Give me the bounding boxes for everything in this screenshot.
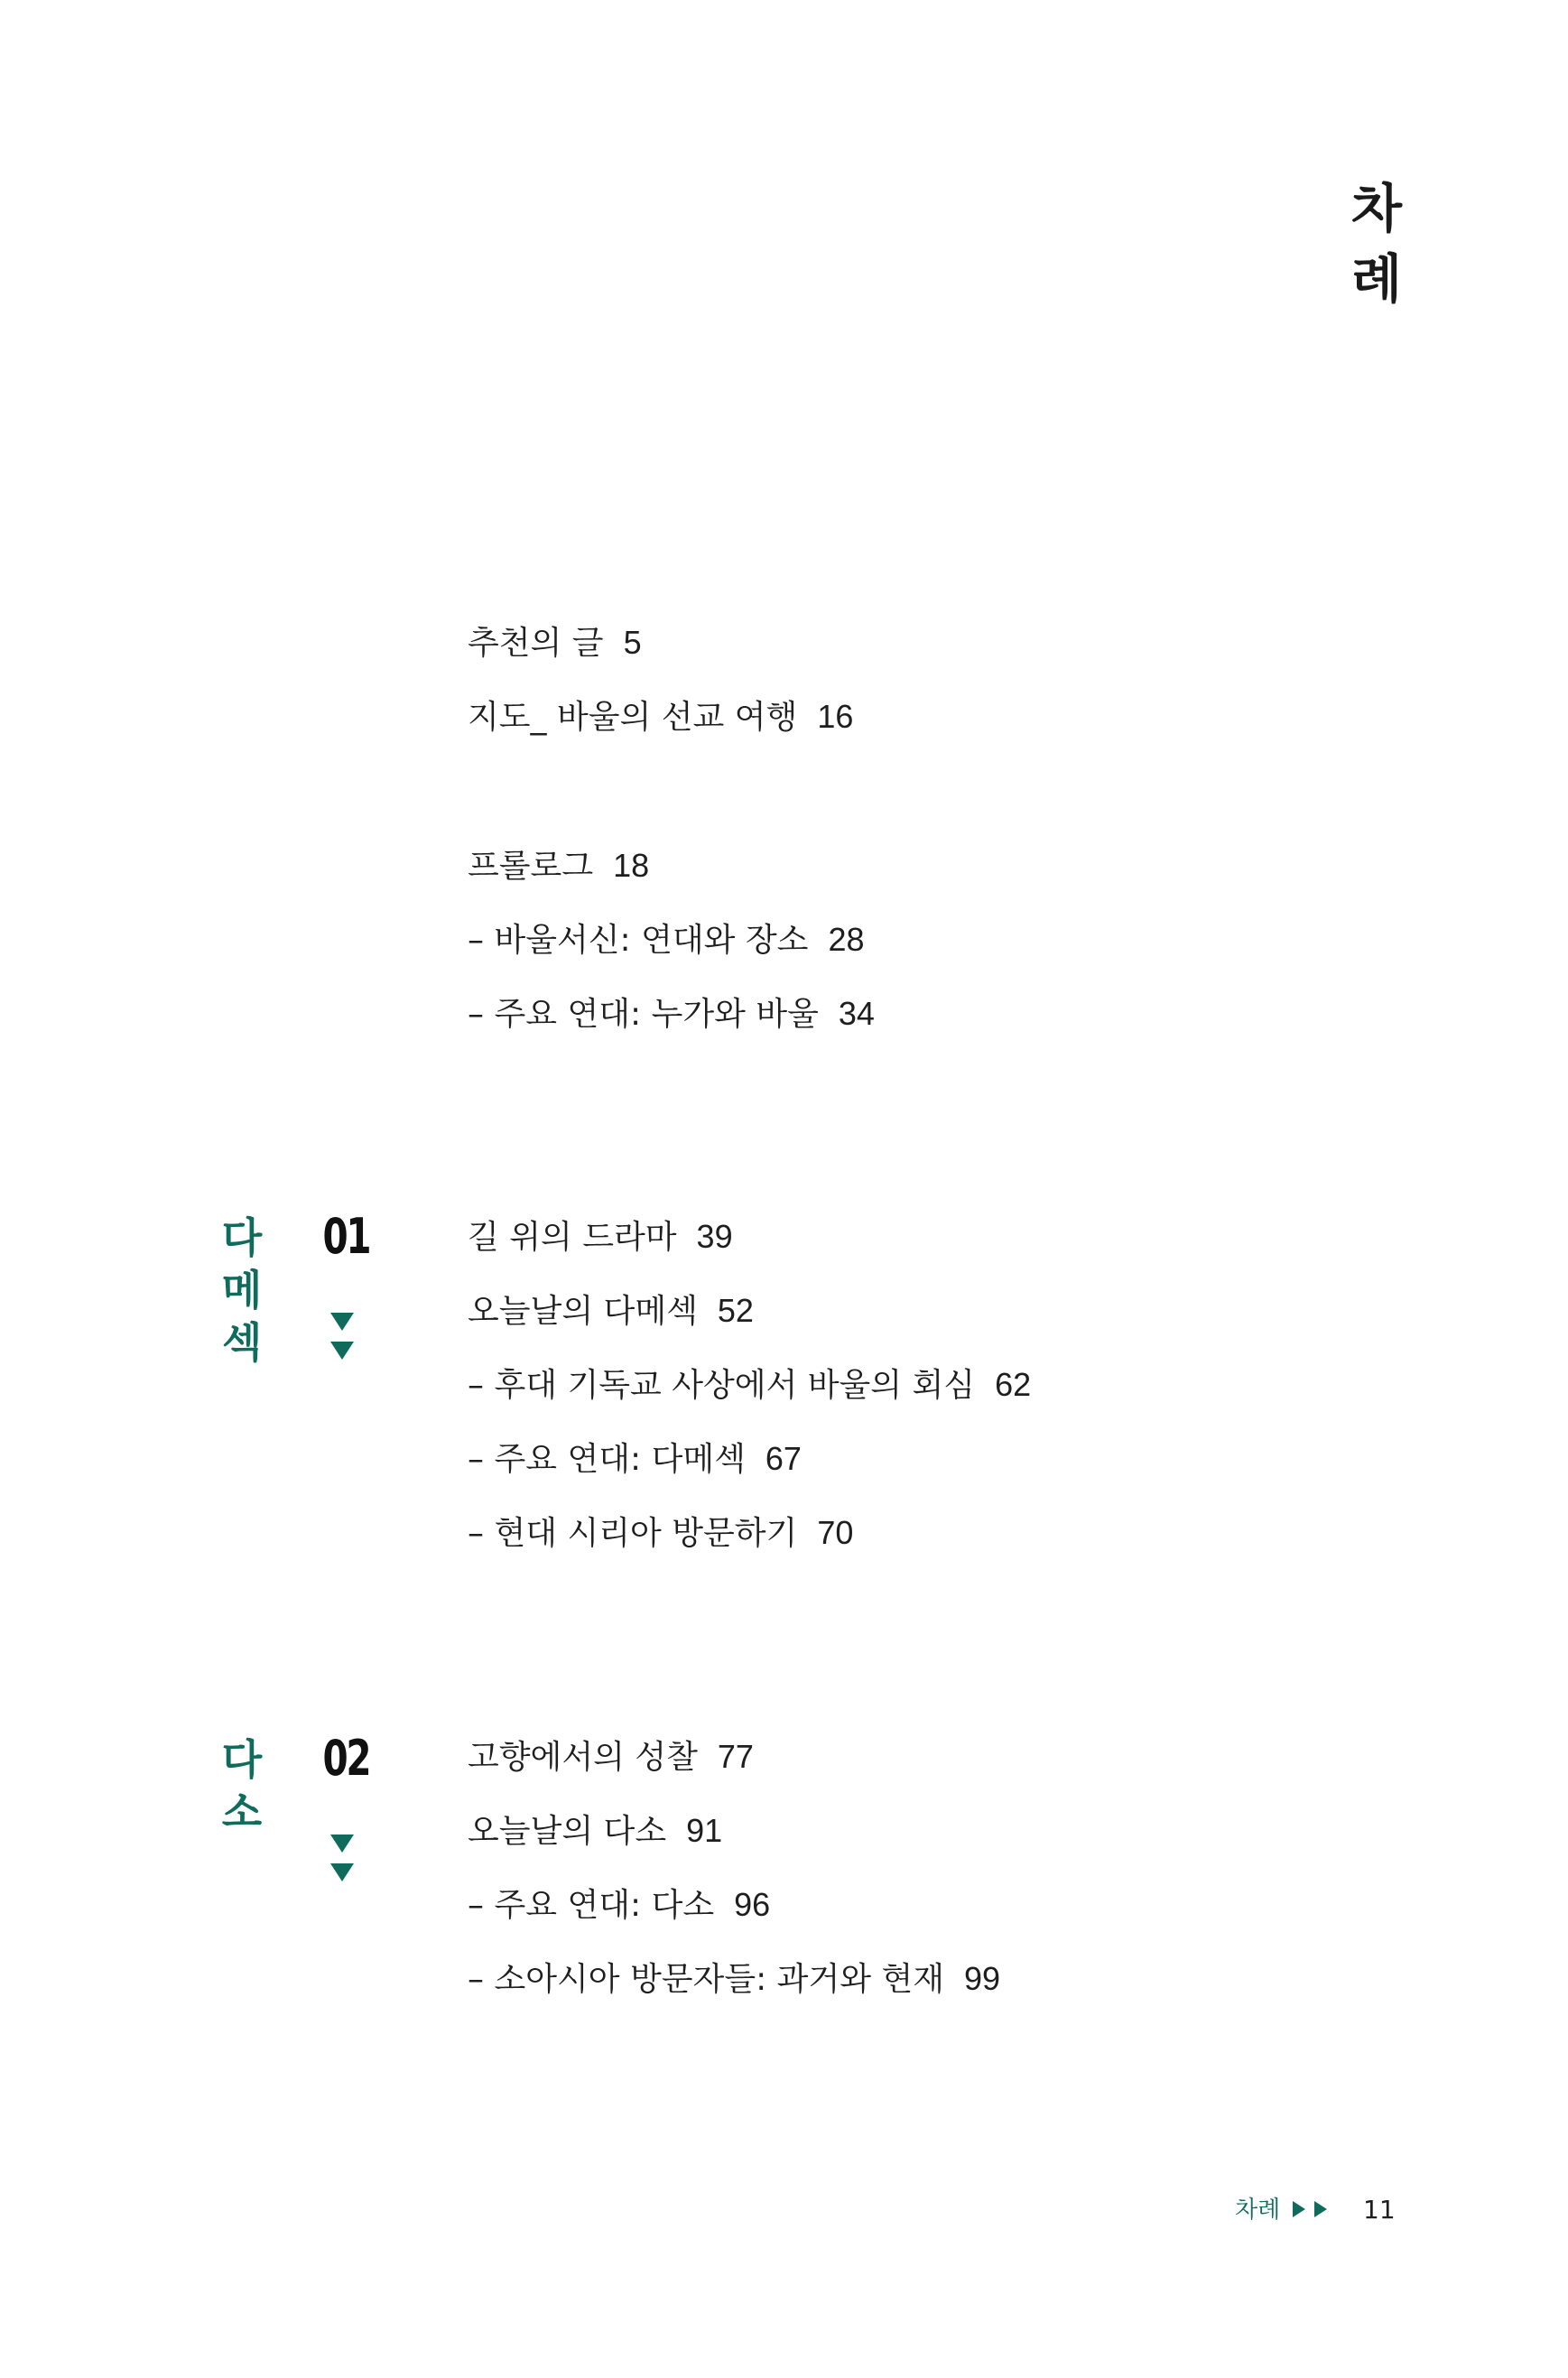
toc-entry[interactable] <box>468 1883 770 1927</box>
toc-entry-label: 오늘날의 다소 <box>468 1813 667 1850</box>
running-footer-label: 차례 <box>1235 2197 1281 2224</box>
part-number: 01 <box>322 1208 370 1265</box>
toc-entry[interactable] <box>468 918 865 962</box>
toc-entry-page: 70 <box>817 1514 854 1551</box>
toc-entry[interactable] <box>468 1809 722 1853</box>
part-title <box>215 1733 269 1838</box>
toc-entry-label: – 바울서신: 연대와 장소 <box>468 922 809 959</box>
toc-entry-page: 62 <box>995 1366 1032 1403</box>
toc-entry[interactable] <box>468 1437 802 1482</box>
double-down-triangle-icon <box>330 1313 356 1370</box>
toc-entry-label: 길 위의 드라마 <box>468 1219 677 1256</box>
toc-entry-page: 39 <box>696 1218 733 1255</box>
toc-entry-page: 99 <box>964 1960 1001 1997</box>
toc-entry-label: – 주요 연대: 다소 <box>468 1887 715 1924</box>
toc-entry-page: 16 <box>817 698 854 735</box>
toc-entry-label: – 소아시아 방문자들: 과거와 현재 <box>468 1961 944 1998</box>
page-title <box>1345 173 1408 314</box>
page-title-char-1: 차 <box>1350 178 1403 239</box>
toc-entry[interactable] <box>468 1289 754 1333</box>
double-right-triangle-icon <box>1293 2201 1327 2217</box>
toc-entry-page: 28 <box>828 921 865 958</box>
toc-entry-label: 고향에서의 성찰 <box>468 1739 698 1776</box>
toc-entry[interactable] <box>468 1363 1031 1407</box>
part-number: 02 <box>322 1730 370 1787</box>
toc-entry-label: – 후대 기독교 사상에서 바울의 회심 <box>468 1367 976 1404</box>
part-title-char: 소 <box>221 1788 263 1836</box>
toc-entry-page: 34 <box>838 995 875 1032</box>
toc-entry[interactable] <box>468 844 649 888</box>
toc-entry[interactable] <box>468 1957 1000 2002</box>
toc-entry[interactable] <box>468 1511 853 1556</box>
toc-entry[interactable] <box>468 1215 733 1259</box>
toc-entry-label: 오늘날의 다메섹 <box>468 1293 698 1330</box>
toc-entry-label: – 현대 시리아 방문하기 <box>468 1515 798 1552</box>
part-title-char: 다 <box>221 1213 263 1262</box>
toc-entry-page: 5 <box>623 624 642 661</box>
part-title-char: 다 <box>221 1735 263 1784</box>
part-title-char: 메 <box>221 1266 263 1314</box>
page-number: 11 <box>1363 2195 1396 2225</box>
double-down-triangle-icon <box>330 1835 356 1892</box>
toc-entry[interactable] <box>468 1735 754 1779</box>
toc-entry-label: 프롤로그 <box>468 848 594 885</box>
toc-entry-label: 추천의 글 <box>468 625 604 662</box>
toc-entry-label: 지도_ 바울의 선교 여행 <box>468 699 798 736</box>
part-title-char: 섹 <box>221 1318 263 1367</box>
part-title <box>215 1212 269 1369</box>
toc-entry-page: 18 <box>613 847 650 884</box>
toc-entry[interactable] <box>468 695 853 739</box>
toc-entry-label: – 주요 연대: 다메섹 <box>468 1441 746 1478</box>
toc-entry-page: 67 <box>765 1440 802 1477</box>
toc-entry[interactable] <box>468 992 875 1036</box>
toc-entry[interactable] <box>468 621 642 665</box>
page-title-char-2: 례 <box>1350 248 1403 310</box>
toc-entry-label: – 주요 연대: 누가와 바울 <box>468 996 819 1033</box>
toc-entry-page: 91 <box>686 1812 723 1849</box>
toc-entry-page: 52 <box>717 1292 754 1329</box>
toc-entry-page: 96 <box>734 1886 771 1923</box>
toc-entry-page: 77 <box>717 1738 754 1775</box>
